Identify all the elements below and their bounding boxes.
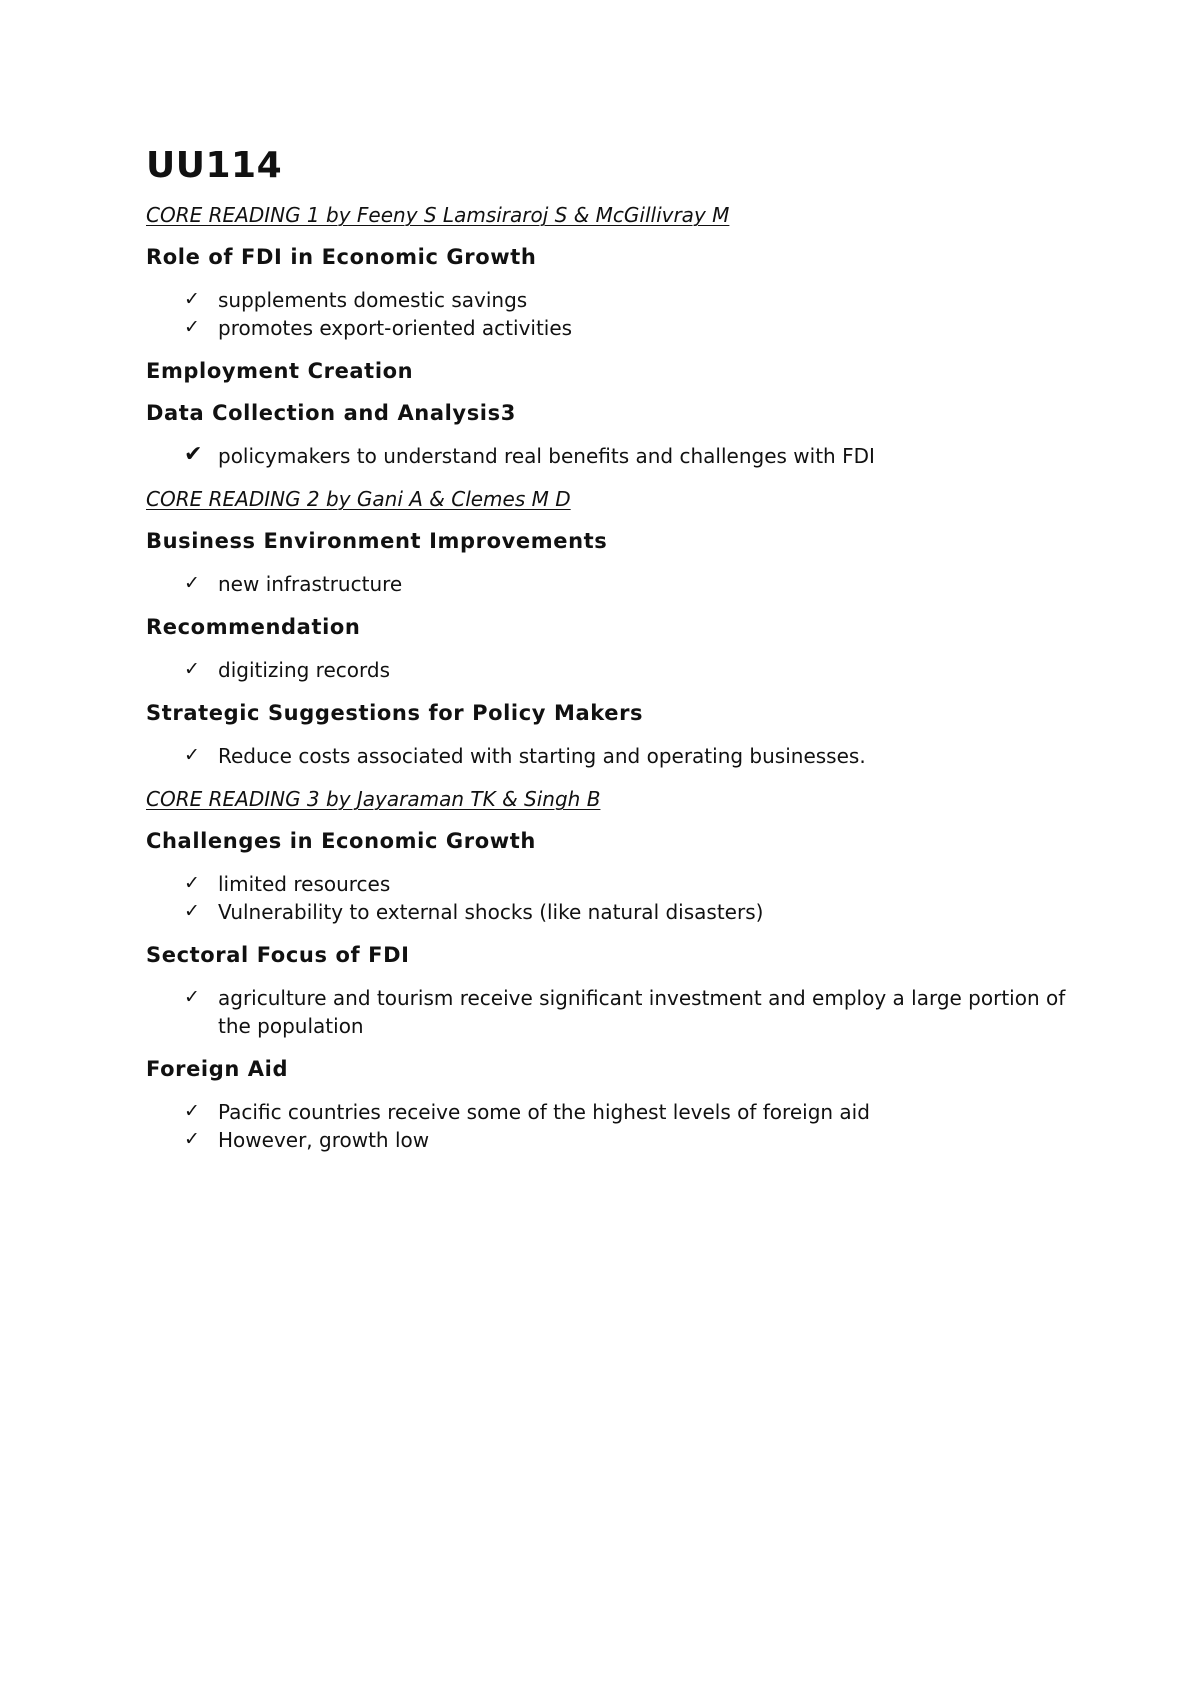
list-item [146, 286, 1076, 314]
list-item-text: limited resources [218, 872, 391, 896]
list-item-text: Vulnerability to external shocks (like natural disasters) [218, 900, 764, 924]
list-item-text: However, growth low [218, 1128, 430, 1152]
list-item-text: Pacific countries receive some of the highest levels of foreign aid [218, 1100, 870, 1124]
list-item [146, 984, 1076, 1040]
section-heading: Recommendation [146, 615, 361, 639]
bullet-list [146, 984, 1076, 1040]
check-icon: ✓ [184, 744, 200, 766]
core-reading-3-link[interactable]: CORE READING 3 by Jayaraman TK & Singh B [146, 787, 601, 811]
check-icon: ✓ [184, 658, 200, 680]
list-item [146, 1098, 1076, 1126]
list-item [146, 656, 1076, 684]
list-item [146, 742, 1076, 770]
check-icon: ✓ [184, 1100, 200, 1122]
list-item-text: agriculture and tourism receive significant investment and employ a large portion of the population [218, 986, 1066, 1038]
list-item-text: policymakers to understand real benefits and challenges with FDI [218, 444, 875, 468]
check-icon: ✓ [184, 872, 200, 894]
section-heading: Challenges in Economic Growth [146, 829, 536, 853]
bullet-list [146, 870, 1076, 926]
bullet-list [146, 570, 1076, 598]
check-icon: ✔ [184, 442, 203, 467]
section-heading: Sectoral Focus of FDI [146, 943, 410, 967]
list-item [146, 314, 1076, 342]
list-item-text: digitizing records [218, 658, 390, 682]
check-icon: ✓ [184, 986, 200, 1008]
bullet-list [146, 442, 1076, 470]
list-item [146, 870, 1076, 898]
list-item [146, 442, 1076, 470]
list-item-text: new infrastructure [218, 572, 403, 596]
document-title: UU114 [146, 145, 283, 186]
list-item-text: supplements domestic savings [218, 288, 528, 312]
core-reading-1-link[interactable]: CORE READING 1 by Feeny S Lamsiraroj S & McGillivray M [146, 203, 730, 227]
bullet-list [146, 1098, 1076, 1154]
core-reading-2-link[interactable]: CORE READING 2 by Gani A & Clemes M D [146, 487, 571, 511]
section-heading: Strategic Suggestions for Policy Makers [146, 701, 644, 725]
bullet-list [146, 742, 1076, 770]
check-icon: ✓ [184, 1128, 200, 1150]
list-item [146, 898, 1076, 926]
list-item [146, 1126, 1076, 1154]
section-heading: Data Collection and Analysis3 [146, 401, 516, 425]
bullet-list [146, 286, 1076, 342]
section-heading: Employment Creation [146, 359, 414, 383]
list-item-text: promotes export-oriented activities [218, 316, 573, 340]
check-icon: ✓ [184, 900, 200, 922]
list-item-text: Reduce costs associated with starting and operating businesses. [218, 744, 866, 768]
document-content [146, 144, 1076, 1170]
list-item [146, 570, 1076, 598]
section-heading: Business Environment Improvements [146, 529, 608, 553]
check-icon: ✓ [184, 572, 200, 594]
section-heading: Foreign Aid [146, 1057, 289, 1081]
section-heading: Role of FDI in Economic Growth [146, 245, 537, 269]
bullet-list [146, 656, 1076, 684]
check-icon: ✓ [184, 288, 200, 310]
check-icon: ✓ [184, 316, 200, 338]
